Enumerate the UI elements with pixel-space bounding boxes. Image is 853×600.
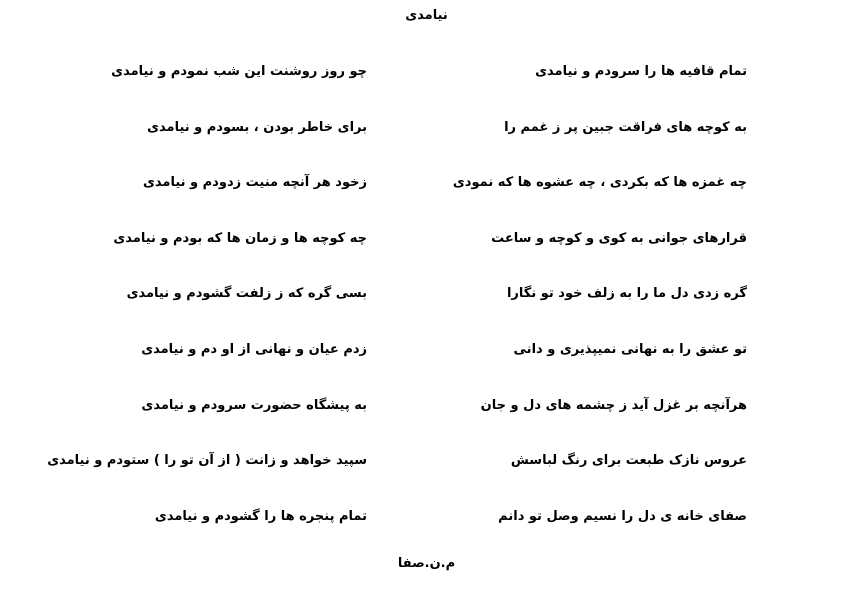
- couplet: [0, 108, 853, 164]
- couplet-first-hemistich: هرآنچه بر غزل آید ز چشمه های دل و جان: [480, 397, 747, 413]
- couplet-second-hemistich: چو روز روشنت این شب نمودم و نیامدی: [111, 64, 367, 79]
- couplet-first-hemistich: چه غمزه ها که بکردی ، چه عشوه ها که نمودی: [452, 175, 747, 191]
- couplet: [0, 441, 853, 497]
- poem-body: [0, 52, 853, 552]
- couplet-second-hemistich: زخود هر آنچه منیت زدودم و نیامدی: [142, 175, 367, 191]
- couplet-second-hemistich: زدم عیان و نهانی از او دم و نیامدی: [141, 341, 367, 357]
- couplet-second-hemistich: بسی گره که ز زلفت گشودم و نیامدی: [126, 286, 367, 302]
- poet-signature: م.ن.صفا: [397, 556, 456, 571]
- poem-title: نیامدی: [405, 8, 448, 23]
- couplet-first-hemistich: عروس نازک طبعت برای رنگ لباسش: [510, 453, 747, 469]
- couplet: [0, 274, 853, 330]
- couplet: [0, 163, 853, 219]
- couplet: [0, 219, 853, 275]
- couplet: [0, 330, 853, 386]
- couplet-first-hemistich: تمام قافیه ها را سرودم و نیامدی: [535, 64, 747, 79]
- couplet: [0, 386, 853, 442]
- couplet-second-hemistich: سپید خواهد و زانت ( از آن تو را ) ستودم و نیامدی: [47, 453, 367, 469]
- couplet-first-hemistich: قرارهای جوانی به کوی و کوچه و ساعت: [491, 230, 747, 246]
- couplet-first-hemistich: به کوچه های فراقت جبین پر ز غمم را: [504, 119, 747, 135]
- couplet-second-hemistich: برای خاطر بودن ، بسودم و نیامدی: [147, 119, 367, 135]
- couplet: [0, 52, 853, 108]
- couplet-second-hemistich: چه کوچه ها و زمان ها که بودم و نیامدی: [113, 230, 367, 246]
- couplet-first-hemistich: تو عشق را به نهانی نمیپذیری و دانی: [513, 341, 747, 357]
- couplet-second-hemistich: به پیشگاه حضورت سرودم و نیامدی: [141, 397, 367, 413]
- couplet-first-hemistich: صفای خانه ی دل را نسیم وصل تو دانم: [498, 508, 747, 524]
- couplet-second-hemistich: تمام پنجره ها را گشودم و نیامدی: [154, 508, 367, 524]
- couplet: [0, 497, 853, 553]
- couplet-first-hemistich: گره زدی دل ما را به زلف خود تو نگارا: [506, 286, 747, 302]
